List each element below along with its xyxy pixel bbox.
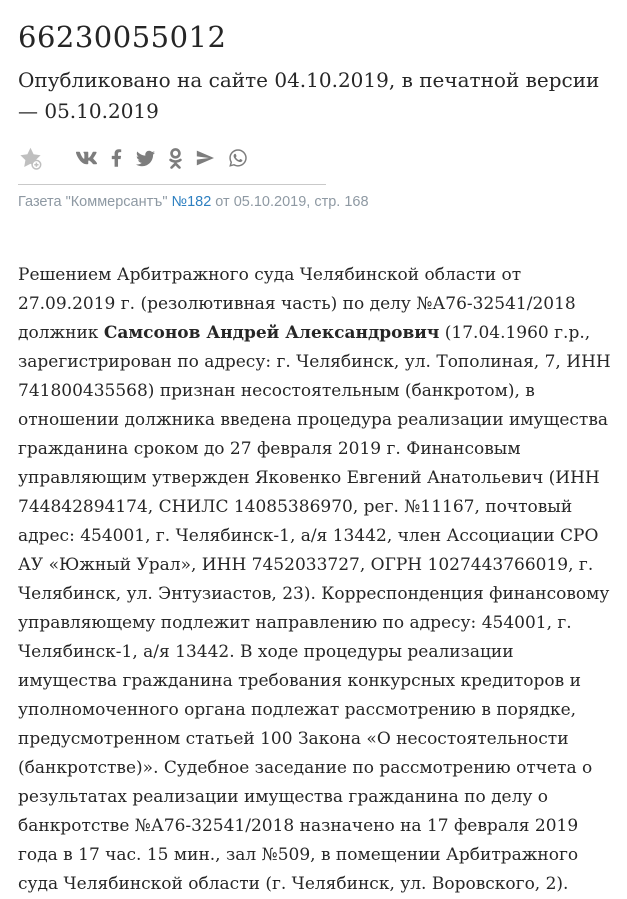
facebook-icon[interactable] <box>111 146 122 170</box>
vk-icon[interactable] <box>75 146 98 170</box>
debtor-name: Самсонов Андрей Александрович <box>103 323 440 343</box>
twitter-icon[interactable] <box>135 146 156 170</box>
published-line: Опубликовано на сайте 04.10.2019, в печатной версии — 05.10.2019 <box>18 68 600 123</box>
share-toolbar <box>18 146 611 170</box>
telegram-icon[interactable] <box>195 146 215 170</box>
announcement-text <box>18 261 611 899</box>
bookmark-add-icon[interactable] <box>18 146 43 170</box>
odnoklassniki-icon[interactable] <box>169 146 182 170</box>
source-prefix: Газета "Коммерсантъ" <box>18 194 172 210</box>
divider <box>18 184 326 185</box>
source-suffix: от 05.10.2019, стр. 168 <box>211 194 369 210</box>
page-title: 66230055012 <box>18 20 227 54</box>
issue-number-link[interactable]: №182 <box>171 194 212 210</box>
whatsapp-icon[interactable] <box>228 146 248 170</box>
source-line <box>18 194 611 210</box>
announcement-part2: (17.04.1960 г.р., зарегистрирован по адресу: г. Челябинск, ул. Тополиная, 7, ИНН 741800435568) признан несостоятельным (банкротом), в отношении должника введена процедура реализации имущества гражданина сроком до 27 февраля 2019 г. Финансовым управляющим утвержден Яковенко Евгений Анатольевич (ИНН 744842894174, СНИЛС 14085386970, рег. №11167, почтовый адрес: 454001, г. Челябинск-1, а/я 13442, член Ассоциации СРО АУ «Южный Урал», ИНН 7452033727, ОГРН 1027443766019, г. Челябинск, ул. Энтузиастов, 23). Корреспонденция финансовому управляющему подлежит направлению по адресу: 454001, г. Челябинск-1, а/я 13442. В ходе процедуры реализации имущества гражданина требования конкурсных кредиторов и уполномоченного органа подлежат рассмотрению в порядке, предусмотренном статьей 100 Закона «О несостоятельности (банкротстве)». Судебное заседание по рассмотрению отчета о результатах реализации имущества гражданина по делу о банкротстве №А76-32541/2018 назначено на 17 февраля 2019 года в 17 час. 15 мин., зал №509, в помещении Арбитражного суда Челябинской области (г. Челябинск, ул. Воровского, 2). <box>18 323 611 894</box>
announcement-part1: Решением Арбитражного суда Челябинской области от 27.09.2019 г. (резолютивная часть) по делу №А76-32541/2018 должник <box>18 265 576 343</box>
